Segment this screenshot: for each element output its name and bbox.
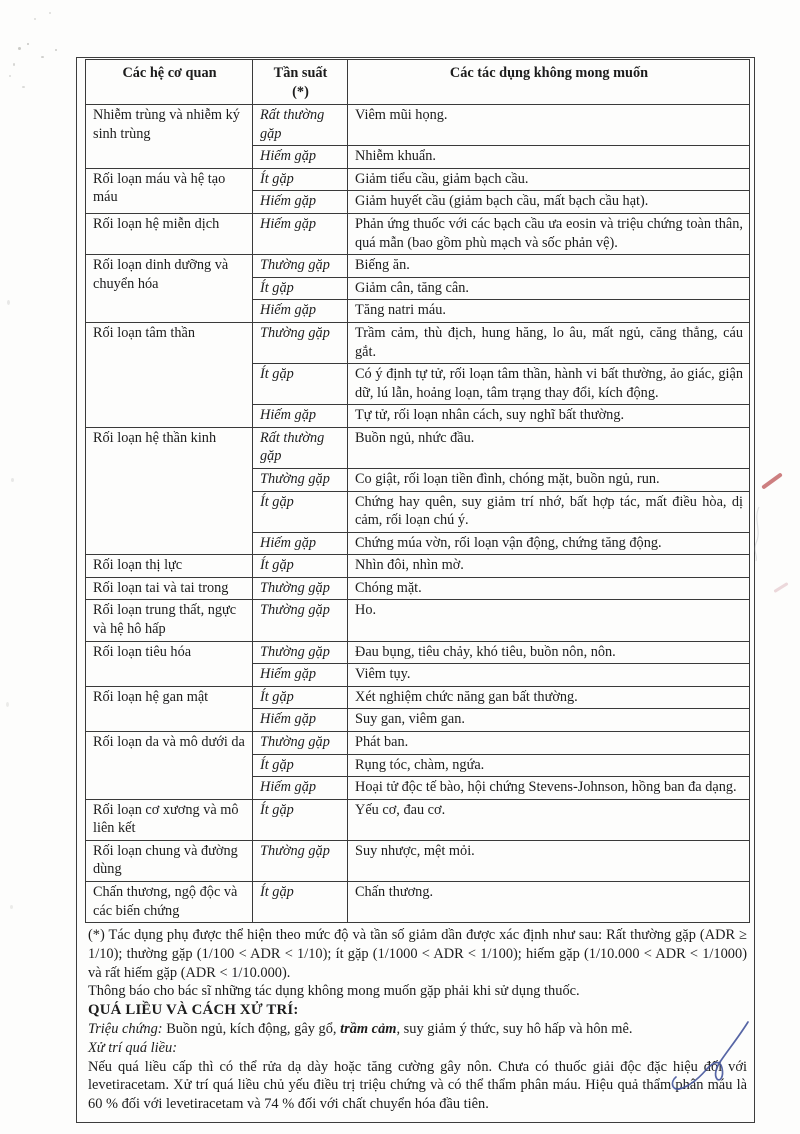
table-row — [86, 427, 750, 468]
frequency-cell: Thường gặp — [253, 731, 348, 754]
frequency-cell: Hiếm gặp — [253, 664, 348, 687]
frequency-cell: Thường gặp — [253, 641, 348, 664]
organ-system-cell: Rối loạn da và mô dưới da — [86, 731, 253, 799]
notes-block — [79, 923, 752, 1114]
effect-cell: Yếu cơ, đau cơ. — [348, 799, 750, 840]
frequency-cell: Hiếm gặp — [253, 146, 348, 169]
symptoms-emphasis: trầm cảm — [340, 1021, 397, 1038]
faint-pink-dash — [773, 582, 788, 593]
effect-cell: Giảm huyết cầu (giảm bạch cầu, mất bạch cầu hạt). — [348, 191, 750, 214]
signature-mark — [666, 1016, 758, 1108]
organ-system-cell: Chấn thương, ngộ độc và các biến chứng — [86, 881, 253, 922]
effect-cell: Ho. — [348, 600, 750, 641]
frequency-cell: Thường gặp — [253, 322, 348, 363]
table-row — [86, 641, 750, 664]
organ-system-cell: Rối loạn hệ thần kinh — [86, 427, 253, 554]
organ-system-cell: Rối loạn thị lực — [86, 555, 253, 578]
frequency-cell: Rất thường gặp — [253, 427, 348, 468]
scan-speck — [13, 63, 15, 66]
frequency-cell: Hiếm gặp — [253, 300, 348, 323]
frequency-cell: Ít gặp — [253, 686, 348, 709]
effect-cell: Phát ban. — [348, 731, 750, 754]
frequency-cell: Hiếm gặp — [253, 777, 348, 800]
effect-cell: Phản ứng thuốc với các bạch cầu ưa eosin và triệu chứng toàn thân, quá mẫn (bao gồm phù mạch và sốc phản vệ). — [348, 214, 750, 255]
frequency-footnote: (*) Tác dụng phụ được thể hiện theo mức độ và tần số giảm dần được xác định như sau: Rất thường gặp (ADR ≥ 1/10); thường gặp (1/100 < ADR < 1/10); ít gặp (1/1000 < ADR < 1/100); hiếm gặp (1/10.000 < ADR < 1/1000) và rất hiếm gặp (ADR < 1/10.000). — [88, 927, 747, 981]
frequency-cell: Ít gặp — [253, 799, 348, 840]
red-pen-dash — [761, 472, 783, 489]
table-row — [86, 799, 750, 840]
frequency-cell: Rất thường gặp — [253, 105, 348, 146]
treatment-label: Xử trí quá liều: — [88, 1039, 177, 1056]
scan-speck — [41, 56, 44, 58]
organ-system-cell: Rối loạn tai và tai trong — [86, 577, 253, 600]
effect-cell: Giảm cân, tăng cân. — [348, 277, 750, 300]
effect-cell: Chóng mặt. — [348, 577, 750, 600]
effect-cell: Có ý định tự tử, rối loạn tâm thần, hành vi bất thường, ảo giác, giận dữ, lú lẫn, hoảng loạn, tâm trạng thay đổi, kích động. — [348, 364, 750, 405]
frequency-cell: Thường gặp — [253, 577, 348, 600]
table-row — [86, 214, 750, 255]
overdose-symptoms — [88, 1020, 747, 1039]
table-row — [86, 255, 750, 278]
frequency-cell: Ít gặp — [253, 555, 348, 578]
table-header-row — [86, 60, 750, 105]
organ-system-cell: Rối loạn cơ xương và mô liên kết — [86, 799, 253, 840]
organ-system-cell: Rối loạn hệ miễn dịch — [86, 214, 253, 255]
effect-cell: Co giật, rối loạn tiền đình, chóng mặt, buồn ngủ, run. — [348, 468, 750, 491]
table-header-frequency — [253, 60, 348, 105]
frequency-cell: Hiếm gặp — [253, 214, 348, 255]
symptoms-text-post: , suy giảm ý thức, suy hô hấp và hôn mê. — [396, 1021, 633, 1038]
table-header-organ-systems: Các hệ cơ quan — [86, 60, 253, 105]
effect-cell: Chứng múa vờn, rối loạn vận động, chứng tăng động. — [348, 532, 750, 555]
symptoms-label: Triệu chứng: — [88, 1021, 163, 1038]
treatment-text: Nếu quá liều cấp thì có thể rửa dạ dày hoặc tăng cường gây nôn. Chưa có thuốc giải độc đặc hiệu đối với levetiracetam. Xử trí quá liều chủ yếu điều trị triệu chứng và có thể thẩm phân máu. Hiệu quả thẩm phân máu là 60 % đối với levetiracetam và 74 % đối với chất chuyển hóa đầu tiên. — [88, 1058, 747, 1113]
frequency-cell: Ít gặp — [253, 168, 348, 191]
frequency-cell: Thường gặp — [253, 255, 348, 278]
frequency-cell: Thường gặp — [253, 840, 348, 881]
table-row — [86, 686, 750, 709]
frequency-cell: Ít gặp — [253, 364, 348, 405]
report-note: Thông báo cho bác sĩ những tác dụng không mong muốn gặp phải khi sử dụng thuốc. — [88, 983, 580, 1000]
effect-cell: Tăng natri máu. — [348, 300, 750, 323]
table-row — [86, 731, 750, 754]
table-row — [86, 600, 750, 641]
effect-cell: Suy gan, viêm gan. — [348, 709, 750, 732]
table-row — [86, 322, 750, 363]
effect-cell: Viêm mũi họng. — [348, 105, 750, 146]
organ-system-cell: Rối loạn chung và đường dùng — [86, 840, 253, 881]
gray-squiggle-mark — [748, 505, 768, 563]
organ-system-cell: Rối loạn tiêu hóa — [86, 641, 253, 686]
table-header-effects: Các tác dụng không mong muốn — [348, 60, 750, 105]
effect-cell: Đau bụng, tiêu chảy, khó tiêu, buồn nôn, nôn. — [348, 641, 750, 664]
scan-speck — [27, 43, 29, 45]
table-row — [86, 881, 750, 922]
organ-system-cell: Rối loạn tâm thần — [86, 322, 253, 427]
scan-speck — [9, 75, 11, 77]
symptoms-text-pre: Buồn ngủ, kích động, gây gổ, — [162, 1021, 341, 1038]
effect-cell: Tự tử, rối loạn nhân cách, suy nghĩ bất thường. — [348, 405, 750, 428]
table-header-frequency-line1: Tần suất — [273, 65, 328, 81]
frequency-cell: Ít gặp — [253, 881, 348, 922]
frequency-cell: Hiếm gặp — [253, 709, 348, 732]
scan-speck — [49, 12, 51, 14]
table-row — [86, 840, 750, 881]
effect-cell: Rụng tóc, chàm, ngứa. — [348, 754, 750, 777]
effect-cell: Viêm tụy. — [348, 664, 750, 687]
adverse-effects-table — [85, 59, 750, 923]
effect-cell: Nhìn đôi, nhìn mờ. — [348, 555, 750, 578]
frequency-cell: Hiếm gặp — [253, 191, 348, 214]
organ-system-cell: Nhiễm trùng và nhiễm ký sinh trùng — [86, 105, 253, 169]
scan-speck — [55, 49, 57, 51]
scan-speck — [22, 86, 25, 88]
effect-cell: Chứng hay quên, suy giảm trí nhớ, bất hợp tác, mất điều hòa, dị cảm, rối loạn chú ý. — [348, 491, 750, 532]
frequency-cell: Ít gặp — [253, 277, 348, 300]
scan-speck — [11, 478, 14, 482]
effect-cell: Nhiễm khuẩn. — [348, 146, 750, 169]
effect-cell: Giảm tiểu cầu, giảm bạch cầu. — [348, 168, 750, 191]
overdose-heading: QUÁ LIỀU VÀ CÁCH XỬ TRÍ: — [88, 1002, 299, 1018]
effect-cell: Trầm cảm, thù địch, hung hăng, lo âu, mất ngủ, căng thẳng, cáu gắt. — [348, 322, 750, 363]
frequency-cell: Ít gặp — [253, 754, 348, 777]
effect-cell: Chấn thương. — [348, 881, 750, 922]
frequency-cell: Hiếm gặp — [253, 405, 348, 428]
frequency-cell: Thường gặp — [253, 600, 348, 641]
effect-cell: Hoại tử độc tế bào, hội chứng Stevens-Johnson, hồng ban đa dạng. — [348, 777, 750, 800]
table-row — [86, 105, 750, 146]
scan-speck — [7, 300, 10, 305]
table-row — [86, 555, 750, 578]
organ-system-cell: Rối loạn trung thất, ngực và hệ hô hấp — [86, 600, 253, 641]
effect-cell: Biếng ăn. — [348, 255, 750, 278]
effect-cell: Suy nhược, mệt mỏi. — [348, 840, 750, 881]
frequency-cell: Hiếm gặp — [253, 532, 348, 555]
table-row — [86, 168, 750, 191]
frequency-cell: Thường gặp — [253, 468, 348, 491]
effect-cell: Xét nghiệm chức năng gan bất thường. — [348, 686, 750, 709]
table-row — [86, 577, 750, 600]
scan-speck — [18, 47, 21, 50]
organ-system-cell: Rối loạn máu và hệ tạo máu — [86, 168, 253, 213]
scan-speck — [10, 905, 13, 909]
effect-cell: Buồn ngủ, nhức đầu. — [348, 427, 750, 468]
organ-system-cell: Rối loạn hệ gan mật — [86, 686, 253, 731]
frequency-cell: Ít gặp — [253, 491, 348, 532]
scan-speck — [6, 702, 9, 707]
content-frame — [76, 57, 755, 1123]
organ-system-cell: Rối loạn dinh dưỡng và chuyển hóa — [86, 255, 253, 323]
scan-speck — [34, 18, 36, 20]
table-header-frequency-line2: (*) — [292, 83, 309, 100]
